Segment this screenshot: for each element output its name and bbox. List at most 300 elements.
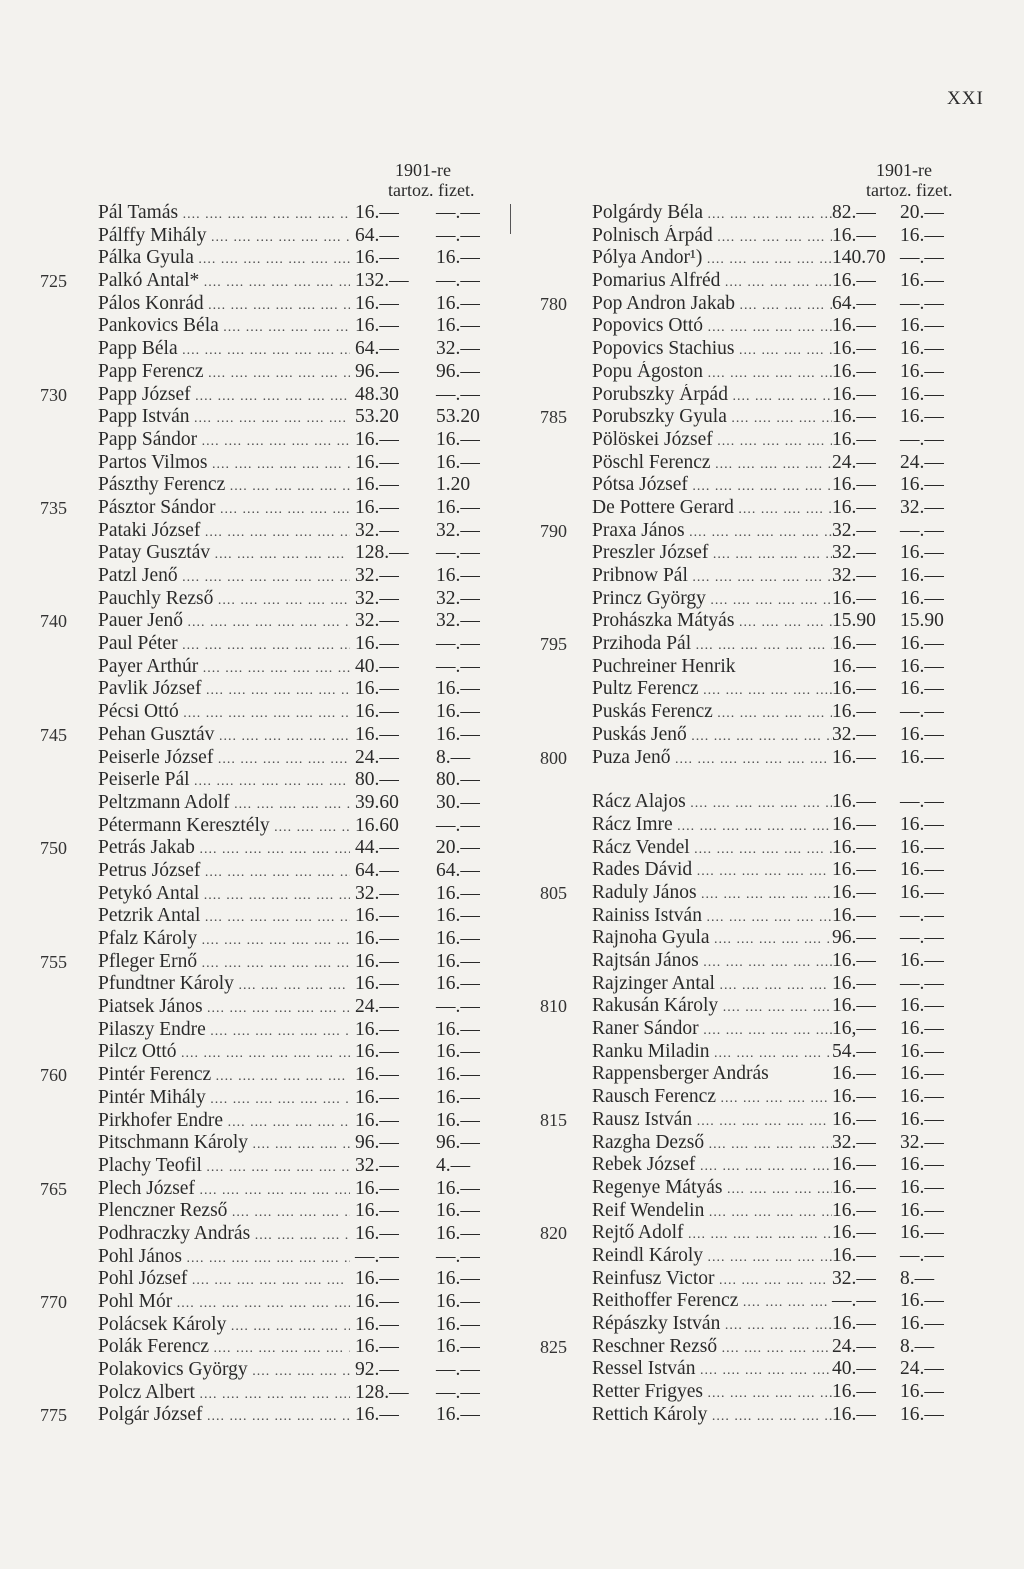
member-name: Papp István .... [98, 406, 350, 431]
list-item [40, 247, 500, 270]
amount-paid: 16.— [436, 701, 480, 723]
member-name: Pál Tamás .... [98, 202, 350, 227]
list-item [40, 1132, 500, 1155]
entry-number: 795 [540, 634, 567, 655]
member-name: Pohl József .... [98, 1268, 350, 1293]
member-name: Palkó Antal* .... [98, 270, 350, 295]
list-item [40, 610, 500, 633]
list-item [540, 1268, 990, 1291]
amount-due: 39.60 [355, 791, 399, 813]
list-item [40, 1178, 500, 1201]
amount-paid: —.— [900, 904, 944, 926]
amount-paid: 1.20 [436, 474, 471, 496]
amount-paid: 16.— [900, 1403, 944, 1425]
amount-paid: 16.— [436, 950, 480, 972]
list-item [540, 1290, 990, 1313]
member-name: Rajzinger Antal .... [592, 973, 832, 998]
member-name: Rappensberger András [592, 1063, 769, 1085]
list-item [40, 452, 500, 475]
list-item [40, 792, 500, 815]
member-name: Pfalz Károly .... [98, 928, 350, 953]
list-item [40, 678, 500, 701]
list-item [540, 565, 990, 588]
list-item [540, 1245, 990, 1268]
amount-due: 16.— [355, 292, 399, 314]
list-item [40, 1041, 500, 1064]
member-name: Regenye Mátyás .... [592, 1177, 832, 1202]
list-item [540, 315, 990, 338]
list-item [540, 724, 990, 747]
member-list-right [540, 202, 990, 1426]
member-name: Polácsek Károly .... [98, 1314, 350, 1339]
amount-paid: 32.— [900, 496, 944, 518]
amount-due: 82.— [832, 202, 876, 223]
entry-number: 750 [40, 838, 67, 859]
amount-paid: —.— [436, 633, 480, 655]
amount-due: 16.— [832, 655, 876, 677]
amount-due: 16.— [355, 1018, 399, 1040]
list-item [540, 656, 990, 679]
member-name: Pótsa József .... [592, 474, 832, 499]
amount-due: 16.— [832, 859, 876, 881]
member-name: Pintér Mihály .... [98, 1087, 350, 1112]
list-item [40, 406, 500, 429]
list-item [40, 1336, 500, 1359]
member-name: Pavlik József .... [98, 678, 350, 703]
amount-paid: 8.— [900, 1335, 935, 1357]
amount-paid: 32.— [436, 610, 480, 632]
list-item [540, 520, 990, 543]
amount-paid: 16.— [900, 565, 944, 586]
amount-paid: 80.— [436, 769, 480, 791]
amount-paid: —.— [436, 542, 480, 564]
list-item [540, 610, 990, 633]
list-item [40, 1110, 500, 1133]
list-item [40, 270, 500, 293]
member-name: Pultz Ferencz .... [592, 678, 832, 703]
amount-due: 16.— [832, 428, 876, 450]
column-header [40, 156, 500, 202]
amount-due: 16.— [355, 973, 399, 995]
amount-due: 32.— [355, 610, 399, 632]
list-item [540, 474, 990, 497]
member-name: Pohl Mór .... [98, 1291, 350, 1316]
page-number: XXI [947, 88, 984, 109]
list-item [540, 202, 990, 225]
amount-paid: 16.— [436, 1018, 480, 1040]
member-name: Patzl Jenő .... [98, 565, 350, 590]
list-item [540, 747, 990, 770]
entry-number: 765 [40, 1178, 67, 1199]
column-header [540, 156, 990, 202]
member-name: Pataki József .... [98, 520, 350, 545]
amount-paid: 96.— [436, 1132, 480, 1154]
amount-due: 16.— [832, 315, 876, 337]
list-item [40, 293, 500, 316]
member-name: Petykó Antal .... [98, 883, 350, 908]
member-name: Peiserle József .... [98, 747, 350, 772]
member-name: Pölöskei József .... [592, 429, 832, 454]
amount-paid: —.— [436, 202, 480, 223]
list-item [540, 270, 990, 293]
amount-due: 16.— [832, 1313, 876, 1334]
list-item [40, 769, 500, 792]
member-list-left [40, 202, 500, 1427]
member-name: Polgár József .... [98, 1404, 350, 1429]
amount-paid: 16.— [900, 995, 944, 1017]
amount-due: 16.— [355, 1404, 399, 1426]
member-name: Pop Andron Jakab .... [592, 293, 832, 318]
list-item [540, 429, 990, 452]
list-item [40, 656, 500, 679]
amount-paid: 16.— [900, 633, 944, 655]
amount-paid: 4.— [436, 1154, 471, 1176]
header-year: 1901-re [876, 160, 932, 180]
amount-paid: 24.— [900, 1358, 944, 1380]
amount-paid: 96.— [436, 360, 480, 382]
amount-paid: 16.— [900, 474, 944, 496]
amount-due: 128.— [355, 1381, 409, 1403]
list-item [40, 905, 500, 928]
amount-due: 16.— [355, 1313, 399, 1335]
amount-paid: 16.— [900, 678, 944, 700]
member-name: Rácz Vendel .... [592, 837, 832, 862]
amount-due: 16.— [355, 496, 399, 518]
list-item [40, 1268, 500, 1291]
amount-due: 16.— [355, 1064, 399, 1086]
amount-due: 16.— [832, 995, 876, 1017]
list-item [40, 202, 500, 225]
amount-paid: 16.— [436, 723, 480, 745]
member-name: Pálka Gyula .... [98, 247, 350, 272]
list-item [540, 406, 990, 429]
list-item [40, 1359, 500, 1382]
header-cols: tartoz. fizet. [388, 180, 475, 200]
amount-paid: 16.— [436, 428, 480, 450]
member-name: Popovics Ottó .... [592, 315, 832, 340]
amount-due: 16.60 [355, 814, 399, 836]
member-name: Payer Arthúr .... [98, 656, 350, 681]
list-item [540, 995, 990, 1018]
amount-due: 96.— [355, 360, 399, 382]
member-name: Pintér Ferencz .... [98, 1064, 350, 1089]
amount-paid: 16.— [900, 338, 944, 360]
list-item [540, 1358, 990, 1381]
list-item [40, 815, 500, 838]
member-name: Pankovics Béla .... [98, 315, 350, 340]
list-item [40, 747, 500, 770]
list-item [540, 1404, 990, 1427]
member-name: Prohászka Mátyás .... [592, 610, 832, 635]
amount-paid: 16.— [900, 1222, 944, 1244]
list-item [40, 951, 500, 974]
amount-due: 32.— [832, 1131, 876, 1153]
amount-paid: 16.— [900, 406, 944, 428]
amount-due: 16.— [355, 451, 399, 473]
member-name: Pfleger Ernő .... [98, 951, 350, 976]
amount-due: 96.— [832, 927, 876, 949]
amount-paid: 16.— [436, 1086, 480, 1108]
amount-paid: 16.— [900, 315, 944, 337]
member-name: Rajtsán János .... [592, 950, 832, 975]
list-item [540, 247, 990, 270]
member-name: De Pottere Gerard .... [592, 497, 832, 522]
amount-due: 32.— [355, 1154, 399, 1176]
list-item [540, 701, 990, 724]
member-name: Ressel István .... [592, 1358, 832, 1383]
amount-due: 16.— [832, 338, 876, 360]
amount-paid: 16.— [436, 1064, 480, 1086]
amount-due: 53.20 [355, 406, 399, 428]
list-item [540, 973, 990, 996]
member-name: Papp József .... [98, 384, 350, 409]
amount-paid: 20.— [436, 837, 480, 859]
member-name: Rades Dávid .... [592, 859, 832, 884]
amount-due: 32.— [355, 882, 399, 904]
amount-paid: 16.— [436, 882, 480, 904]
amount-paid: 16.— [900, 746, 944, 768]
amount-paid: 16.— [900, 1154, 944, 1176]
list-item [540, 950, 990, 973]
amount-paid: 64.— [436, 859, 480, 881]
amount-due: 16.— [832, 1176, 876, 1198]
member-name: Rajnoha Gyula .... [592, 927, 832, 952]
amount-due: 64.— [355, 224, 399, 246]
member-name: Raduly János .... [592, 882, 832, 907]
amount-due: 32.— [355, 565, 399, 586]
amount-due: 24.— [832, 1335, 876, 1357]
member-name: Papp Ferencz .... [98, 361, 350, 386]
amount-due: 32.— [832, 1267, 876, 1289]
amount-paid: 16.— [436, 1291, 480, 1312]
amount-due: 32.— [832, 542, 876, 564]
member-name: Pohl János .... [98, 1246, 350, 1271]
amount-paid: 16.— [900, 1040, 944, 1062]
member-name: Petzrik Antal .... [98, 905, 350, 930]
list-item [540, 859, 990, 882]
amount-paid: 16.— [436, 1222, 480, 1244]
amount-due: 32.— [355, 519, 399, 541]
amount-paid: 16.— [436, 1177, 480, 1199]
amount-due: 16.— [832, 791, 876, 813]
list-item [40, 1087, 500, 1110]
amount-due: 32.— [832, 723, 876, 745]
amount-paid: 16.— [436, 496, 480, 518]
amount-paid: 16.— [436, 905, 480, 927]
member-name: Praxa János .... [592, 520, 832, 545]
entry-number: 780 [540, 293, 567, 314]
list-item [540, 1200, 990, 1223]
list-item [40, 1291, 500, 1314]
member-name: Piatsek János .... [98, 996, 350, 1021]
entry-number: 825 [540, 1336, 567, 1357]
amount-paid: 16.— [436, 451, 480, 473]
entry-number: 770 [40, 1292, 67, 1312]
member-name: Petrás Jakab .... [98, 837, 350, 862]
amount-due: 16.— [832, 383, 876, 405]
member-name: Pásztor Sándor .... [98, 497, 350, 522]
amount-due: 16.— [832, 1244, 876, 1266]
column-divider [510, 204, 511, 234]
amount-due: 16.— [355, 928, 399, 949]
amount-paid: —.— [436, 814, 480, 836]
member-name: Pauchly Rezső .... [98, 588, 350, 613]
entry-number: 740 [40, 611, 67, 632]
member-name: Ranku Miladin .... [592, 1041, 832, 1066]
entry-number: 735 [40, 497, 67, 518]
list-item [40, 429, 500, 452]
amount-paid: 16.— [900, 1381, 944, 1403]
list-item [540, 791, 990, 814]
list-item [540, 1313, 990, 1336]
amount-due: 16.— [355, 633, 399, 655]
amount-paid: 16.— [900, 360, 944, 382]
member-name: Rettich Károly .... [592, 1404, 832, 1429]
member-name: Polcz Albert .... [98, 1382, 350, 1407]
entry-number: 725 [40, 271, 67, 292]
member-name: Pálffy Mihály .... [98, 225, 350, 250]
member-name: Pomarius Alfréd .... [592, 270, 832, 295]
amount-due: 132.— [355, 270, 409, 292]
entry-number: 790 [540, 520, 567, 541]
member-name: Porubszky Árpád .... [592, 384, 832, 409]
list-item [540, 1018, 990, 1041]
amount-due: 24.— [355, 746, 399, 768]
list-item [540, 452, 990, 475]
amount-due: 16.— [832, 1086, 876, 1108]
amount-paid: 32.— [436, 587, 480, 609]
entry-number: 800 [540, 747, 567, 768]
amount-due: 16.— [355, 1200, 399, 1222]
amount-paid: 16.— [900, 950, 944, 971]
member-name: Polnisch Árpád .... [592, 225, 832, 250]
amount-due: 16.— [355, 678, 399, 700]
amount-due: 16.— [832, 406, 876, 428]
list-item [40, 1382, 500, 1405]
list-item [40, 724, 500, 747]
list-item [40, 497, 500, 520]
amount-due: 80.— [355, 769, 399, 791]
list-item [40, 973, 500, 996]
member-name: Puskás Jenő .... [592, 724, 832, 749]
list-item [540, 1109, 990, 1132]
amount-paid: 16.— [900, 542, 944, 564]
amount-paid: —.— [900, 972, 944, 994]
amount-due: 64.— [832, 292, 876, 314]
amount-due: 16.— [355, 202, 399, 223]
member-name: Popu Ágoston .... [592, 361, 832, 386]
amount-paid: —.— [436, 270, 480, 292]
member-name: Rejtő Adolf .... [592, 1222, 832, 1247]
amount-due: 16.— [832, 746, 876, 768]
amount-due: 16.— [832, 950, 876, 971]
member-name: Partos Vilmos .... [98, 452, 350, 477]
amount-due: —.— [832, 1290, 876, 1312]
amount-paid: —.— [900, 701, 944, 723]
list-item [540, 837, 990, 860]
member-name: Reithoffer Ferencz .... [592, 1290, 832, 1315]
amount-paid: 53.20 [436, 406, 480, 428]
member-name: Peiserle Pál .... [98, 769, 350, 794]
amount-paid: 16.— [436, 292, 480, 314]
entry-number: 775 [40, 1405, 67, 1426]
amount-due: 16.— [832, 678, 876, 700]
list-item [540, 1063, 990, 1086]
member-name: Rausz István .... [592, 1109, 832, 1134]
amount-paid: 16.— [900, 1176, 944, 1198]
list-item [540, 361, 990, 384]
amount-due: 16.— [355, 701, 399, 723]
member-name: Petrus József .... [98, 860, 350, 885]
amount-paid: 16.— [900, 1063, 944, 1085]
list-item [40, 1064, 500, 1087]
amount-due: 54.— [832, 1040, 876, 1062]
amount-paid: —.— [436, 655, 480, 677]
list-item [540, 225, 990, 248]
amount-due: 16.— [832, 1108, 876, 1130]
amount-due: 16.— [355, 428, 399, 450]
amount-paid: —.— [900, 927, 944, 949]
member-name: Paul Péter .... [98, 633, 350, 658]
amount-due: 44.— [355, 837, 399, 859]
member-name: Pirkhofer Endre .... [98, 1110, 350, 1135]
amount-due: 16.— [832, 904, 876, 926]
member-name: Pólya Andor¹) .... [592, 247, 832, 272]
entry-number: 805 [540, 882, 567, 903]
member-name: Popovics Stachius .... [592, 338, 832, 363]
amount-paid: —.— [436, 224, 480, 246]
amount-paid: 16.— [436, 928, 480, 949]
list-item [40, 883, 500, 906]
amount-due: 16.— [832, 1403, 876, 1425]
member-name: Puchreiner Henrik [592, 655, 736, 677]
amount-paid: 16.— [436, 315, 480, 337]
member-name: Reinfusz Victor .... [592, 1268, 832, 1293]
amount-due: 16.— [832, 1199, 876, 1221]
amount-due: 15.90 [832, 610, 876, 632]
member-name: Plenczner Rezső .... [98, 1200, 350, 1225]
entry-number: 810 [540, 996, 567, 1017]
amount-paid: 16.— [900, 836, 944, 858]
list-item [40, 1200, 500, 1223]
member-name: Reindl Károly .... [592, 1245, 832, 1270]
amount-due: 40.— [355, 655, 399, 677]
amount-due: 140.70 [832, 247, 886, 269]
amount-due: 48.30 [355, 383, 399, 405]
amount-paid: 30.— [436, 791, 480, 813]
list-item [540, 633, 990, 656]
member-name: Plech József .... [98, 1178, 350, 1203]
entry-number: 760 [40, 1065, 67, 1086]
amount-paid: —.— [436, 1381, 480, 1403]
member-name: Rácz Alajos .... [592, 791, 832, 816]
left-column [40, 156, 500, 1427]
amount-due: 16.— [355, 1268, 399, 1290]
amount-paid: 20.— [900, 202, 944, 223]
member-name: Pétermann Keresztély .... [98, 815, 350, 840]
amount-paid: 32.— [900, 1131, 944, 1153]
amount-paid: 16.— [436, 247, 480, 269]
amount-due: 16.— [355, 1291, 399, 1312]
amount-paid: 16.— [900, 655, 944, 677]
list-item [40, 565, 500, 588]
amount-due: 16.— [832, 587, 876, 609]
amount-due: —.— [355, 1245, 399, 1267]
amount-paid: 32.— [436, 519, 480, 541]
member-name: Pehan Gusztáv .... [98, 724, 350, 749]
amount-paid: —.— [436, 1359, 480, 1381]
list-item [540, 1222, 990, 1245]
